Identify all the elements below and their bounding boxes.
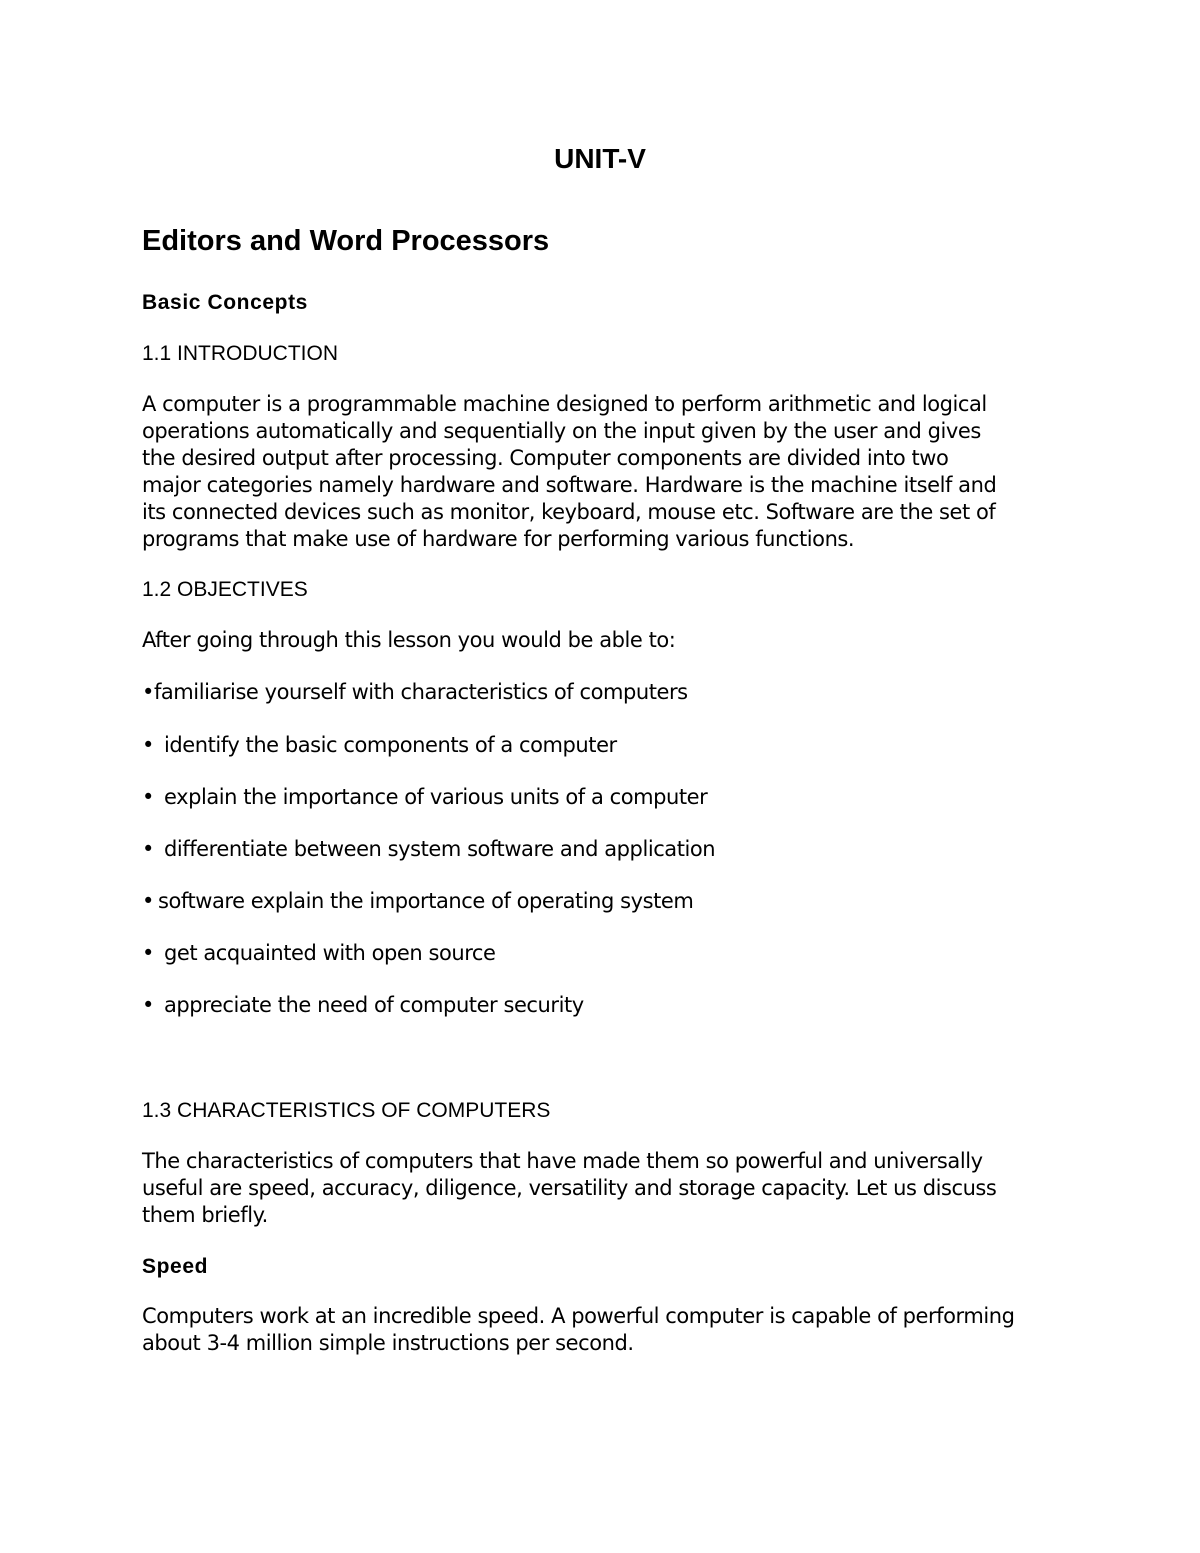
objective-text: explain the importance of various units of a computer [164,785,708,809]
introduction-line: its connected devices such as monitor, keyboard, mouse etc. Software are the set of [142,500,996,524]
objective-item [142,680,688,704]
bullet-icon: • [142,680,154,704]
characteristics-paragraph [142,1148,1062,1229]
characteristics-heading: 1.3 CHARACTERISTICS OF COMPUTERS [142,1099,551,1122]
document-title: Editors and Word Processors [142,225,550,257]
introduction-line: A computer is a programmable machine designed to perform arithmetic and logical [142,392,987,416]
unit-title: UNIT-V [554,143,646,174]
objective-text: software explain the importance of operating system [158,889,694,913]
bullet-icon: • [142,889,154,913]
speed-heading: Speed [142,1255,209,1278]
objective-text: identify the basic components of a computer [164,733,617,757]
objective-item [142,785,707,809]
speed-line: Computers work at an incredible speed. A powerful computer is capable of performing [142,1304,1015,1328]
basic-concepts-heading: Basic Concepts [142,291,308,314]
objective-item [142,941,495,965]
bullet-icon: • [142,941,154,965]
introduction-line: the desired output after processing. Computer components are divided into two [142,446,949,470]
speed-paragraph [142,1303,1062,1357]
objective-item [142,993,584,1017]
objective-text: familiarise yourself with characteristics of computers [153,680,688,704]
objective-text: differentiate between system software and application [164,837,716,861]
objective-text: appreciate the need of computer security [164,993,584,1017]
introduction-line: programs that make use of hardware for performing various functions. [142,527,855,551]
characteristics-line: useful are speed, accuracy, diligence, versatility and storage capacity. Let us discuss [142,1176,997,1200]
objective-text: get acquainted with open source [164,941,496,965]
objective-item [142,889,693,913]
characteristics-line: them briefly. [142,1203,268,1227]
objectives-intro: After going through this lesson you would be able to: [142,628,676,652]
bullet-icon: • [142,993,154,1017]
objective-item [142,733,617,757]
speed-line: about 3-4 million simple instructions per second. [142,1331,634,1355]
bullet-icon: • [142,837,154,861]
bullet-icon: • [142,733,154,757]
bullet-icon: • [142,785,154,809]
introduction-line: operations automatically and sequentially on the input given by the user and gives [142,419,981,443]
introduction-heading: 1.1 INTRODUCTION [142,342,339,365]
objectives-heading: 1.2 OBJECTIVES [142,578,308,601]
objective-item [142,837,715,861]
introduction-line: major categories namely hardware and software. Hardware is the machine itself and [142,473,997,497]
characteristics-line: The characteristics of computers that have made them so powerful and universally [142,1149,983,1173]
introduction-paragraph [142,391,1062,553]
